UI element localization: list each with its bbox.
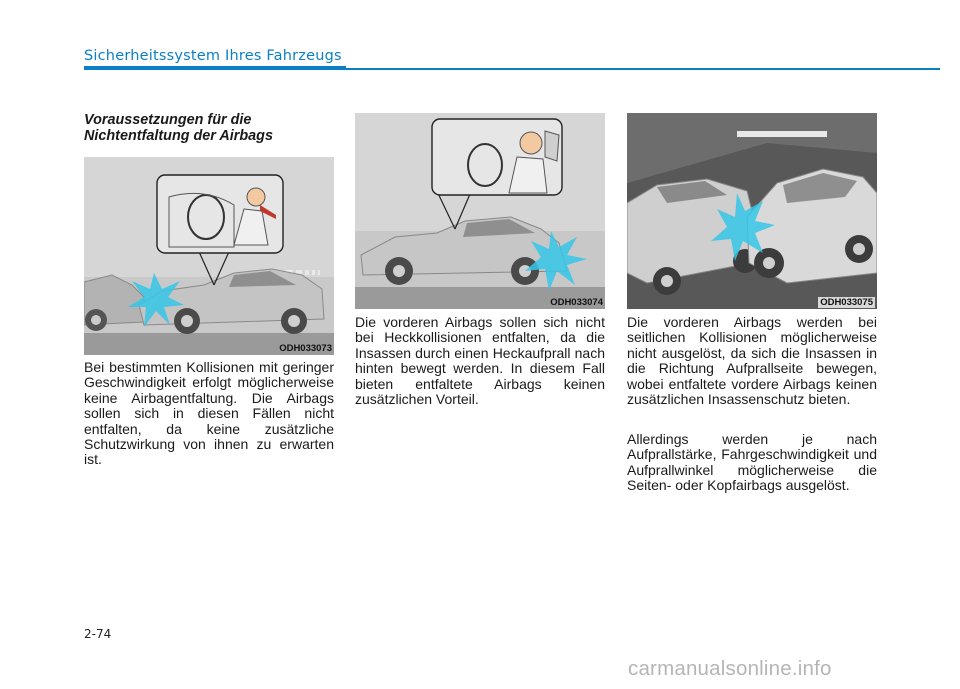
subheading: Voraussetzungen für die Nichtentfaltung der Airbags xyxy=(84,112,273,144)
figure-3-code: ODH033075 xyxy=(820,297,873,308)
figure-2-code: ODH033074 xyxy=(550,297,603,308)
figure-3-illustration xyxy=(627,113,877,309)
figure-2-illustration xyxy=(355,113,605,309)
figure-1-illustration xyxy=(84,157,334,355)
figure-1-code: ODH033073 xyxy=(279,343,332,354)
column-3-paragraph-1: Die vorderen Airbags werden bei seitlichen Kollisionen möglicherweise nicht ausgelöst, da sich die Insassen in die Richtung Aufprallseite bewegen, wobei entfaltete vordere Airbags keinen zusätzlichen Insassenschutz bieten. xyxy=(627,314,877,408)
header-rule-thin xyxy=(346,68,940,70)
section-header-title: Sicherheitssystem Ihres Fahrzeugs xyxy=(84,48,342,64)
column-3-paragraph-2: Allerdings werden je nach Aufprallstärke, Fahrgeschwindigkeit und Aufprallwinkel möglicherweise die Seiten- oder Kopfairbags ausgelöst. xyxy=(627,431,877,494)
header-rule-thick xyxy=(84,66,346,70)
column-1-paragraph: Bei bestimmten Kollisionen mit geringer Geschwindigkeit erfolgt möglicherweise keine Airbagentfaltung. Die Airbags sollen sich in diesen Fällen nicht entfalten, da keine zusätzliche Schutzwirkung von ihnen zu erwarten ist. xyxy=(84,359,334,468)
page-number: 2-74 xyxy=(84,627,112,641)
column-2-paragraph: Die vorderen Airbags sollen sich nicht bei Heckkollisionen entfalten, da die Insassen durch einen Heckaufprall nach hinten bewegt werden. In diesem Fall bieten entfaltete Airbags keinen zusätzlichen Vorteil. xyxy=(355,314,605,408)
watermark: carmanualsonline.info xyxy=(628,657,832,680)
